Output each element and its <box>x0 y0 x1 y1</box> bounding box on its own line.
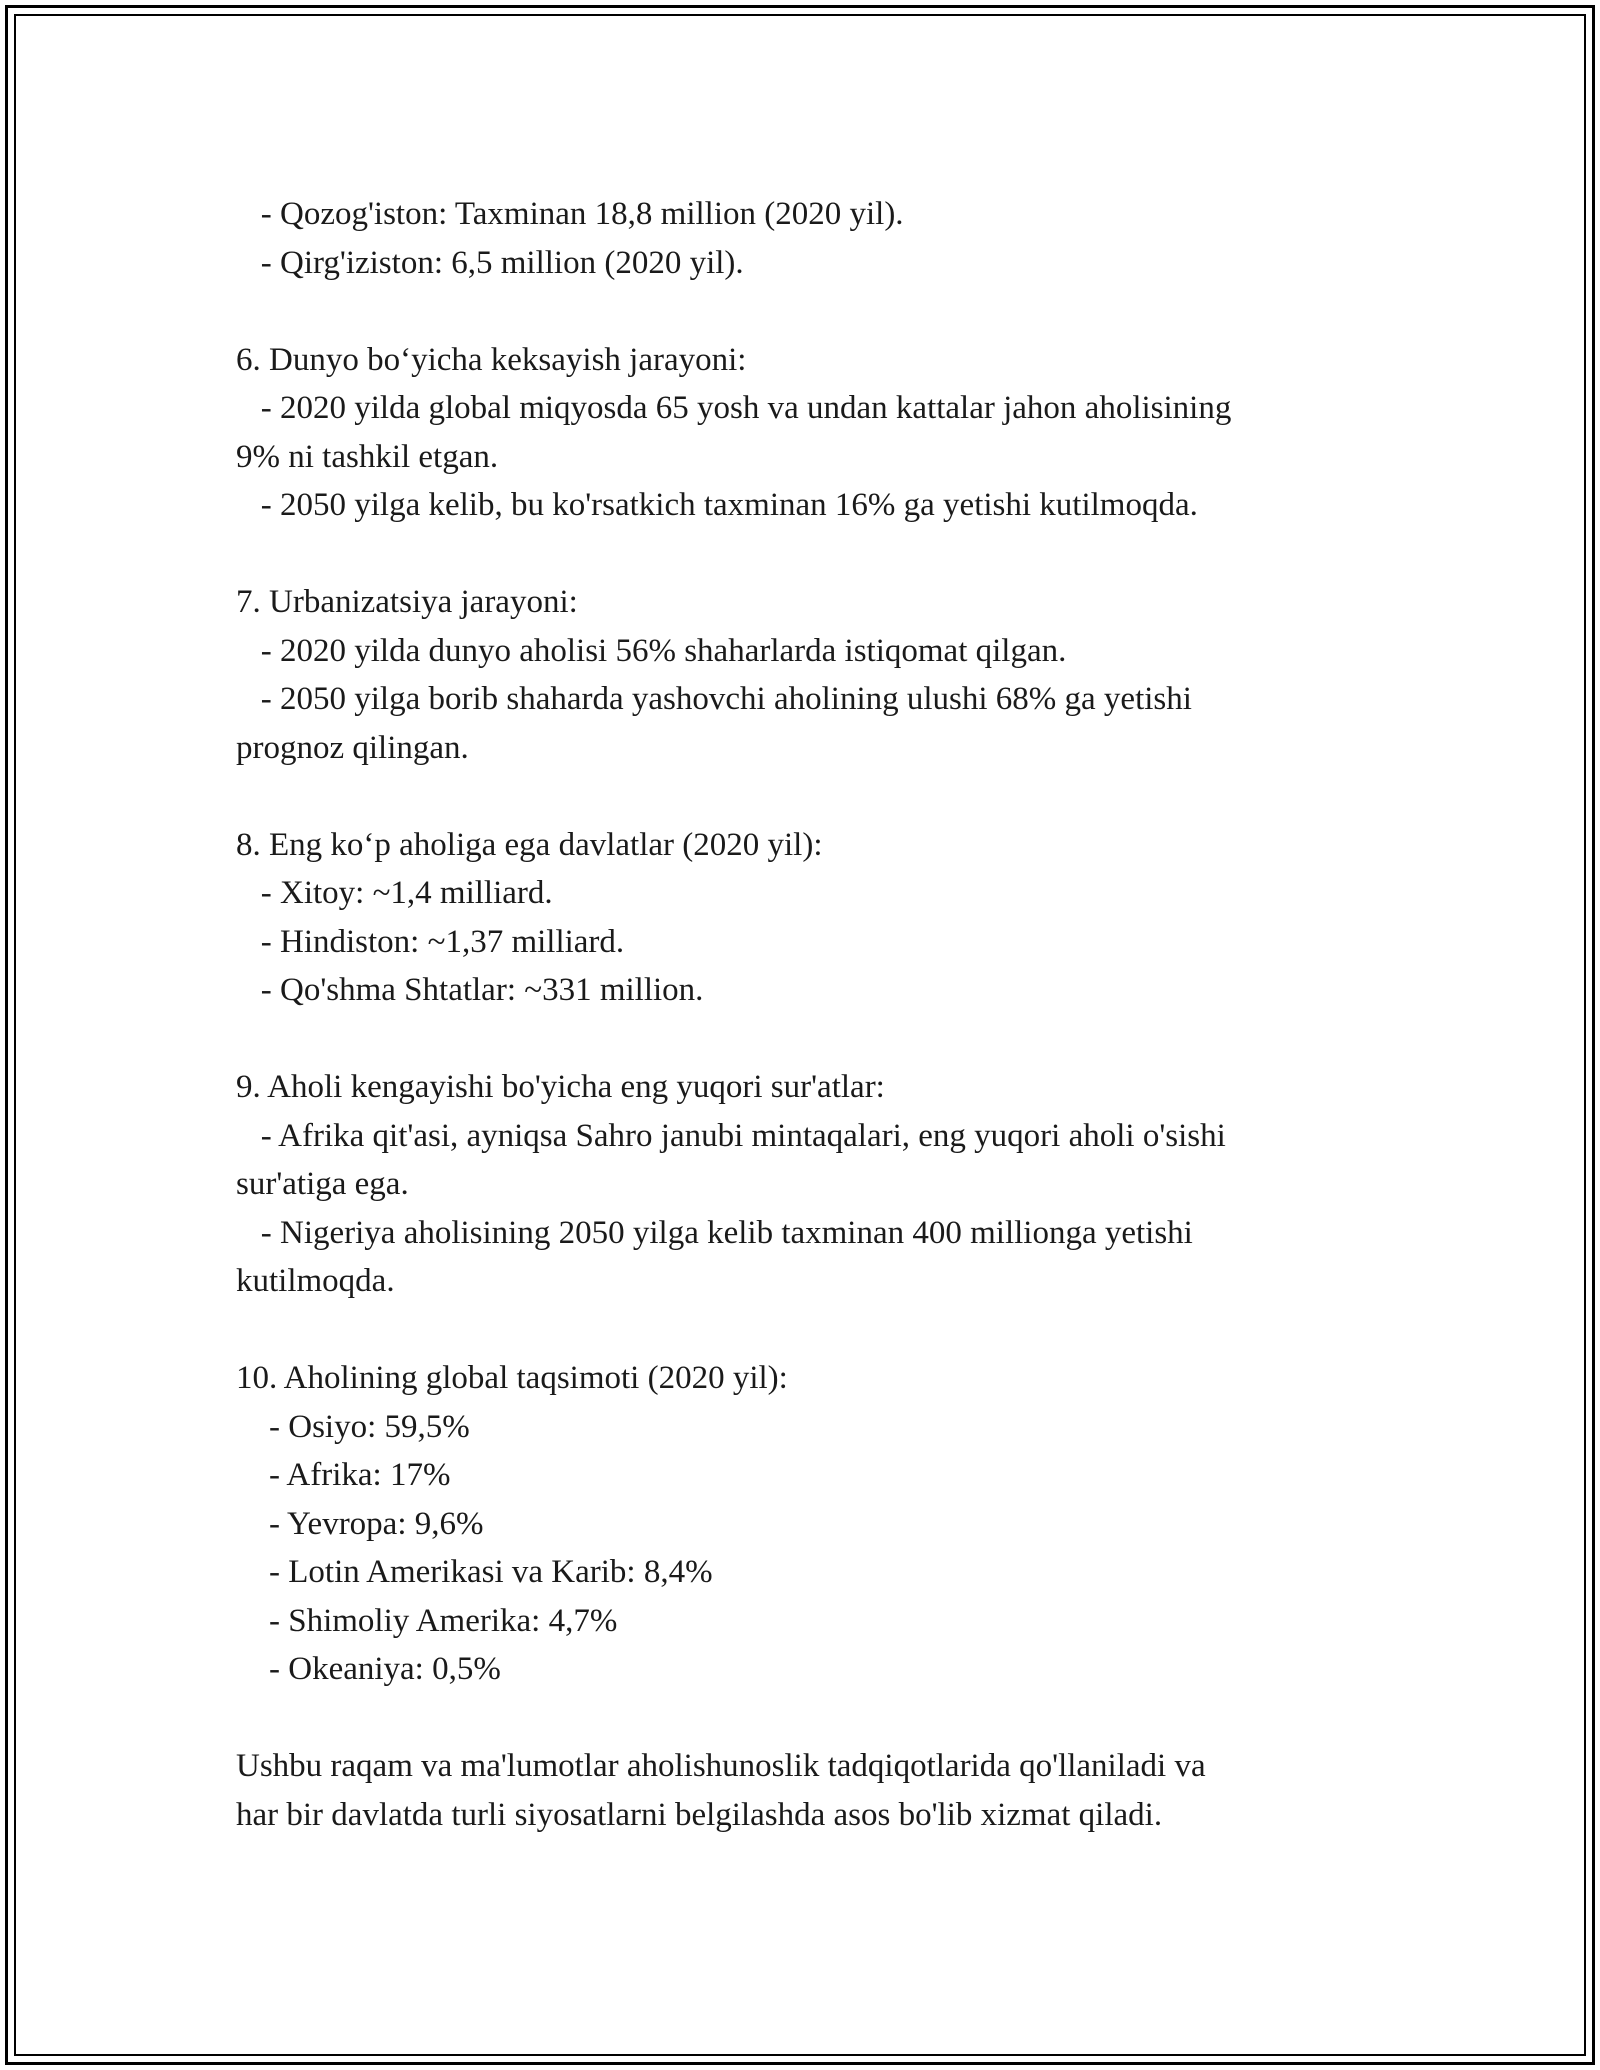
document-body <box>236 190 1366 1839</box>
closing-line-1: Ushbu raqam va ma'lumotlar aholishunoslik tadqiqotlarida qo'llaniladi va <box>236 1748 1206 1784</box>
section-10-line-2: - Afrika: 17% <box>236 1457 451 1493</box>
section-8-line-2: - Hindiston: ~1,37 milliard. <box>236 923 625 960</box>
section-6-line-2: 9% ni tashkil etgan. <box>236 438 499 475</box>
section-8-line-1: - Xitoy: ~1,4 milliard. <box>236 875 553 911</box>
section-8-heading: 8. Eng ko‘p aholiga ega davlatlar (2020 yil): <box>236 826 823 863</box>
section-8-line-3: - Qo'shma Shtatlar: ~331 million. <box>236 972 704 1008</box>
closing-line-2: har bir davlatda turli siyosatlarni belgilashda asos bo'lib xizmat qiladi. <box>236 1796 1163 1833</box>
section-9-line-2: sur'atiga ega. <box>236 1166 409 1202</box>
paragraph-gap <box>236 1015 1366 1064</box>
paragraph-gap <box>236 772 1366 821</box>
paragraph-gap <box>236 287 1366 336</box>
section-9-line-3: - Nigeriya aholisining 2050 yilga kelib taxminan 400 millionga yetishi <box>236 1214 1193 1251</box>
section-10-line-6: - Okeaniya: 0,5% <box>236 1651 501 1687</box>
paragraph-gap <box>236 530 1366 579</box>
section-10-line-4: - Lotin Amerikasi va Karib: 8,4% <box>236 1554 713 1590</box>
section-10-heading: 10. Aholining global taqsimoti (2020 yil): <box>236 1360 788 1396</box>
section-7-heading: 7. Urbanizatsiya jarayoni: <box>236 584 578 620</box>
list-item-kazakhstan: - Qozog'iston: Taxminan 18,8 million (2020 yil). <box>236 196 904 232</box>
section-9-heading: 9. Aholi kengayishi bo'yicha eng yuqori sur'atlar: <box>236 1069 885 1105</box>
list-item-kyrgyzstan: - Qirg'iziston: 6,5 million (2020 yil). <box>236 244 744 281</box>
paragraph-gap <box>236 1694 1366 1743</box>
section-9-line-4: kutilmoqda. <box>236 1263 395 1299</box>
section-7-line-2: - 2050 yilga borib shaharda yashovchi aholining ulushi 68% ga yetishi <box>236 681 1192 717</box>
paragraph-gap <box>236 1306 1366 1355</box>
section-10-line-5: - Shimoliy Amerika: 4,7% <box>236 1602 618 1639</box>
section-7-line-3: prognoz qilingan. <box>236 729 469 766</box>
section-7-line-1: - 2020 yilda dunyo aholisi 56% shaharlarda istiqomat qilgan. <box>236 632 1067 669</box>
section-6-line-3: - 2050 yilga kelib, bu ko'rsatkich taxminan 16% ga yetishi kutilmoqda. <box>236 487 1198 523</box>
section-6-heading: 6. Dunyo bo‘yicha keksayish jarayoni: <box>236 341 747 378</box>
section-6-line-1: - 2020 yilda global miqyosda 65 yosh va undan kattalar jahon aholisining <box>236 390 1232 426</box>
section-9-line-1: - Afrika qit'asi, ayniqsa Sahro janubi mintaqalari, eng yuqori aholi o'sishi <box>236 1117 1226 1154</box>
section-10-line-3: - Yevropa: 9,6% <box>236 1505 484 1542</box>
section-10-line-1: - Osiyo: 59,5% <box>236 1408 470 1445</box>
